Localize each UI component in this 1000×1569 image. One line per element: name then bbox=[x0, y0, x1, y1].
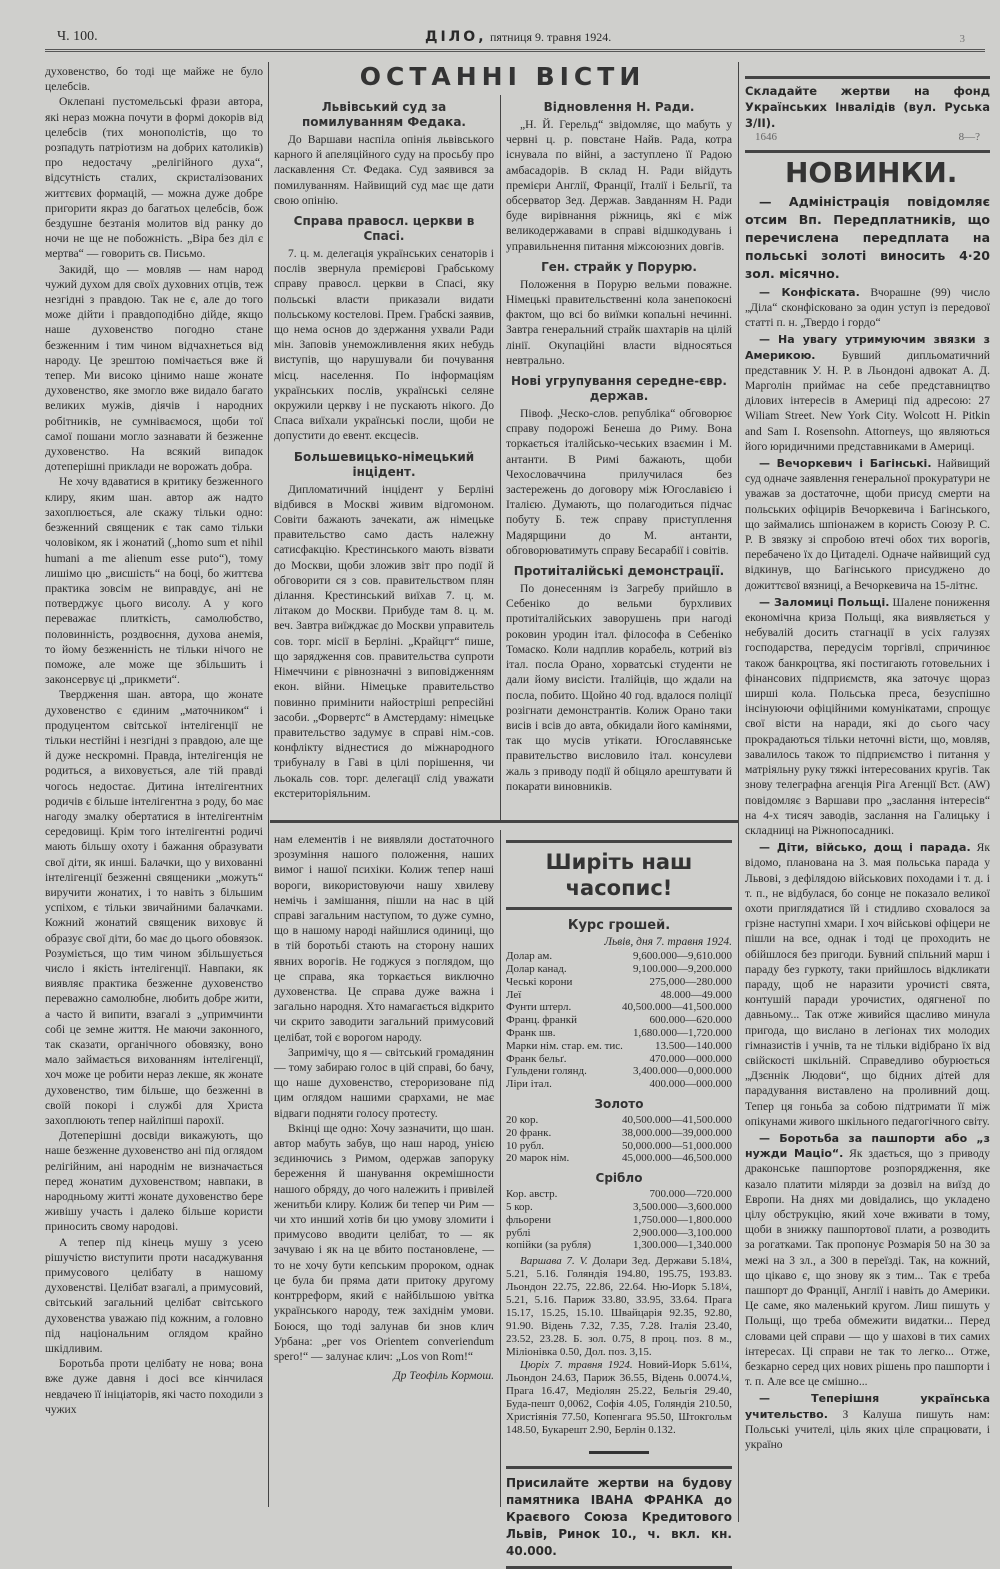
rate-value: 3,400.000—0,000.000 bbox=[633, 1065, 732, 1078]
news-item-body: Як здається, що з приводу драконське пашпортове розпорядження, яке казало платити мілярди за дозвіл на виїзд до Европи. На днях ми довідались, що укладено цілу обструкцію, який хоче вживати в тому, щоби в знижку пашпортової плати, а розводить за рогатками. Так пропонує Розмарія 50 на 30 за межі на 3 зл., а 300 в переїзді. Так, на кожний, що цікаво є, що знову як з тим... Так є треба пашпорт до Франції, Англії і навіть до Америки. Це саме, яко маленький кругом. Лиш пишуть у Польщі, що треба обмежити видатки... Перед словами цей справи — що у шахові в тих самих інтересах. Ці справи не так то легко... Отже, безкарно серед цих нових рішень про пашпорти і т. п. Але все це смішно... bbox=[745, 1147, 990, 1389]
rate-value: 13.500—140.000 bbox=[655, 1039, 732, 1052]
news-item-lead: — Діти, військо, дощ і парада. bbox=[759, 841, 971, 855]
paragraph: Положення в Порурю вельми поважне. Німецькі правительственні кола занепокоєні фактом, що всі бо виїмки копальні нечинні. Завтра генеральний страйк шахтарів на цілій лінії. Окупаційні власти відносяться невтрально. bbox=[506, 277, 732, 367]
divider bbox=[745, 76, 990, 79]
news-item-body: Найвищий суд одначе заявлення генеральної прокуратури не уважав за достаточне, щоби присуд смерти на польських офіцирів Вечоркевича і Багінського, що займались шпіонажем в користь Союзу Р. С. Р. В звязку зі спробою втечі обох тих ворогів, перебачено їх до Цитаделі. Одначе найвищий суд відкинув, що Багінського присуджено до дожиттєвої вязниці, а Вечоркевича на 15-літнє. bbox=[745, 457, 990, 592]
rate-name: рублі bbox=[506, 1226, 531, 1239]
paragraph: нам елементів і не виявляли достаточного зрозуміння нашого положення, наших вимог і нашої психіки. Колиж тепер наші вороги, використовуючи нашу хвилеву немічь і замішання, пішли на нас в цій справі загальним наступом, то дуже сумно, що в нашому народі найшлися одиниці, що в тій боротьбі стають на сторону наших явних ворогів. Не годжуся з поглядом, що це справа, яка торкається виключно духовенства. Це справа дуже важна і загально народня. Хто намагається відкрито чи скрито заводити загальний примусовий целібат, той є ворогом народу. bbox=[274, 833, 494, 1044]
ad-ref bbox=[745, 131, 990, 144]
ad-number: 1646 bbox=[755, 131, 777, 143]
rate-row bbox=[506, 1114, 732, 1127]
rate-value: 48.000—49.000 bbox=[660, 988, 732, 1001]
rate-value: 2,900.000—3,100.000 bbox=[633, 1226, 732, 1239]
rate-name: Франк шв. bbox=[506, 1026, 556, 1039]
news-item bbox=[745, 1131, 990, 1389]
rate-name: Фунти штерл. bbox=[506, 1001, 572, 1014]
rate-row bbox=[506, 1065, 732, 1078]
exchange-title: Курс грошей. bbox=[567, 918, 671, 933]
headline: Нові угрупування середне-євр. держав. bbox=[511, 374, 727, 404]
rate-value: 600.000—620.000 bbox=[649, 1014, 732, 1027]
rate-row bbox=[506, 1078, 732, 1091]
news-item bbox=[745, 840, 990, 1129]
warsaw-label: Варшава 7. V. bbox=[520, 1255, 588, 1268]
rate-name: фльорени bbox=[506, 1213, 552, 1226]
rate-row bbox=[506, 1188, 732, 1201]
column-news-items bbox=[745, 70, 990, 1515]
rate-value: 9,100.000—9,200.000 bbox=[633, 963, 732, 975]
news-item-lead: — Боротьба за пашпорти або „з нужди Маціо“. bbox=[745, 1131, 990, 1161]
paragraph: духовенство, бо тоді ще майже не було целебсів. bbox=[45, 65, 263, 94]
silver-table bbox=[506, 1188, 732, 1252]
column-rule bbox=[268, 62, 269, 1507]
column-article-continued bbox=[274, 832, 494, 1507]
rate-row bbox=[506, 1053, 732, 1066]
rate-row bbox=[506, 1201, 732, 1214]
news-list bbox=[745, 193, 990, 1452]
column-rule bbox=[500, 95, 501, 820]
rate-name: Леї bbox=[506, 988, 522, 1001]
rate-name: Гульдени голянд. bbox=[506, 1065, 587, 1078]
rate-row bbox=[506, 1001, 732, 1014]
news-item-lead: — Вечоркевич і Багінські. bbox=[759, 457, 932, 471]
rate-name: Чеські корони bbox=[506, 975, 573, 988]
rate-value: 9,600.000—9,610.000 bbox=[633, 950, 732, 963]
news-item-lead: — Адміністрація повідомляє отсим Вп. Передплатників, що перечислена передплата на польські золоті виносить 4·20 зол. місячно. bbox=[745, 193, 990, 281]
news-item bbox=[745, 456, 990, 593]
paragraph: Вкінці ще одно: Хочу зазначити, що шан. автор мабуть забув, що наш народ, унією зєдинючись з Римом, одержав запоруку береження й шанування окремішности нашого обряду, до чого належить і привілей женитьби клиру. Колиж би тепер чи Рим — чи хто инший хотів би цю умову зломити і примусово вводити целібат, то — як зачуваю і як на це вбито постановлене, — то не хочу бути кепським пророком, однак це була би пряма дати притоку другому контрреформ, який є найбільшою увітка українського народу, теж західнім умови. Боюся, що тоді залунав би знов клич Урбана: „per vos Orientem converiendum spero!“ — залунає клич: „Los von Rom!“ bbox=[274, 1121, 494, 1363]
rate-row bbox=[506, 1152, 732, 1165]
issue-date: пятниця 9. травня 1924. bbox=[490, 30, 612, 44]
gold-title: Золото bbox=[594, 1096, 644, 1111]
rate-row bbox=[506, 963, 732, 976]
divider bbox=[506, 840, 732, 843]
rate-value: 1,680.000—1,720.000 bbox=[633, 1026, 732, 1039]
paragraph: Дипломатичний інцідент у Берліні відбився в Москві живим відгомоном. Совіти бажають зачекати, аж німецьке правительство само дасть належну сатисфакцію. Крестинського мають візвати до Москви, щоби зложив звіт про події й обговорити ся з сов. правительством плян ділання. Крестинський виїхав 7. ц. м. літаком до Москви. Прибуде там 8. ц. м. веч. Завтра виїжджає до Москви управитель сов. торг. місії в Берліні. „Крайцгт“ пише, що зарядження сов. правительства супроти Німеччини є рівнозначні з виповідженням екон. війни. Німецьке правительство повинно примінити найостріші репресійні засоби. „Форвертс“ в Амстердаму: німецьке правительство задумує в справі нім.-сов. конфлікту віднестися до міжнародного трибуналу в Гаві в цілі порішення, чи льокаль сов. торг. делегації слід уважати екстериторіяльним. bbox=[274, 482, 494, 800]
warsaw-rates bbox=[506, 1255, 732, 1359]
rate-name: Марки нім. стар. ем. тис. bbox=[506, 1039, 623, 1052]
divider bbox=[506, 1466, 732, 1469]
column-rule bbox=[738, 62, 739, 1522]
paragraph: Запримічу, що я — світський громадянин — тому забираю голос в цій справі, бо бачу, що наше духовенство, стероризоване під цим оглядом нашими срархами, не має відваги подняти голосу протесту. bbox=[274, 1045, 494, 1120]
rate-name: Франк бельґ. bbox=[506, 1052, 567, 1065]
paragraph: Не хочу вдаватися в критику безженного клиру, яким шан. автор аж надто захоплюється, але скажу тільки одно: безженний священик є так само тільки чоловіком, як і жонатий („homo sum et nihil humani a me alienum esse puto“), тому лишімо цю „висшість“ на боці, бо життєва практика зовсім не виправдує, ані не потверджує цього висолу. А у кого переважає плиткість, самолюбство, половинність, роздвоєння, духова анемія, то йому безженність не тільки нічого не поможе, але може ще збільшить і законсервує ці „прикмети“. bbox=[45, 475, 263, 687]
headline: Відновлення Н. Ради. bbox=[543, 100, 695, 114]
zurich-label: Цюріх 7. травня 1924. bbox=[520, 1359, 633, 1372]
rate-name: копійки (за рубля) bbox=[506, 1239, 591, 1252]
rate-value: 45,000.000—46,500.000 bbox=[622, 1152, 732, 1165]
headline: Протиіталійські демонстрації. bbox=[513, 564, 725, 579]
rate-row bbox=[506, 1227, 732, 1240]
silver-title: Срібло bbox=[595, 1171, 643, 1186]
paragraph: „Н. Й. Герельд“ звідомляє, що мабуть у червні ц. р. повстане Найв. Рада, котра існувала по війні, а заступлено її Радою амбасадорів. В склад Н. Ради війдуть премієри Англії, Франції, Італії і Бельгії, та обсерватор Зед. Держав. Завданням Н. Ради буде вирівнання ріжниць, які є між великодержавами в справі відшкодувань і управильнення питання міжсоюзних довгів. bbox=[506, 118, 732, 253]
rate-value: 700.000—720.000 bbox=[649, 1188, 732, 1201]
headline: Справа правосл. церкви в Спасі. bbox=[293, 214, 475, 244]
rate-name: 10 рубл. bbox=[506, 1139, 545, 1152]
masthead: ДІЛО, bbox=[425, 29, 487, 45]
news-item-lead: — Конфіската. bbox=[759, 285, 860, 299]
rate-row bbox=[506, 1027, 732, 1040]
zurich-rates bbox=[506, 1359, 732, 1437]
rate-name: Долар ам. bbox=[506, 950, 553, 963]
rate-value: 38,000.000—39,000.000 bbox=[622, 1126, 732, 1139]
news-item-body: Бувший дипльоматичний представник У. Н. Р. в Льондоні адвокат А. Д. Марголін приймає на себе представництво ділових інтересів в Америці під адресою: 27 Wiliam Street. New York City. Wolcott H. Pitkin and Sam I. Rosensohn. Attorneys, що являються його юридичними представниками в Америці. bbox=[745, 348, 990, 453]
paragraph: Боротьба проти целібату не нова; вона вже дуже давня і досі все кінчилася невдачею її ініціаторів, які часто походили з чужих bbox=[45, 1357, 263, 1416]
paragraph: Твердження шан. автора, що жонате духовенство є єдиним „маточником“ і продуцентом світської інтелігенції не тільки нестійні і незгідні з правдою, але ще й дуже нескромні. Правда, інтелігенція не родиться, а виховується, але тій правді чогось недостає. Дитина інтелігентних родичів є більше інтелігентна з роду, бо має нагоду змалку обертатися в інтелігентнім середовищі. Крім того інтелігентні родичі мають більшу охоту і бажання образувати свої діти, як инші. Балачки, що у вихованні інтелігенції безженні священики „можуть“ виручити жонатих, і то навіть з більшим успіхом, є тільки звичайними балачками. Кожний жонатий священик виховує й образує свої діти, бо має до цього обовязок. Розуміється, що тим чином збільшується число і якість інтелігенції. Навпаки, як виявляє практика безженне духовенство переважно самолюбне, любить добре жити, а часто й випити, взагалі з „упримчинти собі це земне життя. Не маючи законного, так сказати, органічного обовязку, воно мало займається вихованням інтелігенції, хоч може це робити нераз лекше, як жонате духовенство, тим більше, що безженні в своїй покорі і службі для Христа захоплюють тепер найліпші парохії. bbox=[45, 688, 263, 1128]
news-item bbox=[745, 1391, 990, 1452]
author-signature: Др Теофіль Кормош. bbox=[393, 1369, 494, 1383]
rate-row bbox=[506, 950, 732, 963]
rate-value: 40,500.000—41,500.000 bbox=[622, 1113, 732, 1126]
news-item bbox=[745, 595, 990, 838]
zurich-text: Новий-Иорк 5.61¼, Льондон 24.63, Париж 36.55, Відень 0.0074.¼, Прага 16.47, Медіолян 25.22, Бельгія 29.40, Буда-пешт 0,0062, Софія 4.05, Голяндія 210.50, Христіянія 77.50, Копенгага 95.50, Штокгольм 148.50, Букарешт 2.90, Берлін 0.132. bbox=[506, 1359, 732, 1437]
rate-row bbox=[506, 989, 732, 1002]
paragraph: Закидй, що — мовляв — нам народ чужий духом для своїх духовних отців, теж незгідні з правдою. Так не є, але до того може дійти і правдоподібно дійде, якщо наше духовенство погодно стане безженним і тим чином відчахнеться від народу. Це зрештою помічається вже й тепер. Ми високо цінимо наше жонате духовенство, яке змогло вже видало багато великих мужів, діячів і народних робітників, не сумніваємося, щоби тої самої пошани могло зазнавати й безженне духовенство. На всякий випадок дотеперішні приклади не ворожать добра. bbox=[45, 262, 263, 474]
page-number: 3 bbox=[959, 33, 965, 45]
rate-name: 20 кор. bbox=[506, 1113, 539, 1126]
headline: Большевицько-німецький інцідент. bbox=[293, 449, 475, 479]
invalids-fund-ad: Складайте жертви на фонд Українських Інвалідів (вул. Руська 3/II). bbox=[745, 84, 990, 130]
news-item-body: Вчорашне (99) число „Діла“ сконфісковано за один уступ із передової статті п. н. „Твердо і гордо“ bbox=[745, 285, 990, 330]
rate-name: 5 кор. bbox=[506, 1200, 533, 1213]
rate-name: 20 марок нім. bbox=[506, 1152, 570, 1165]
divider bbox=[745, 150, 990, 153]
paragraph: По донесенням із Загребу прийшло в Себеніко до вельми бурхливих протиіталійських заворушень при нагоді роковин уродин італ. філософа в Себеніко Томаско. Коли надплив корабель, котрий віз італ. посла Орано, хорватські студенти не дали йому висісти. Італійців, що ждали на посла, побито. Щойно 40 год. вдалося поліції розігнати демонстрантів. Колиж Орано таки висів і всів до авта, обкидали його камінями, так що мусів утікати. Югославянське правительство висловило італ. консулеви жаль з приводу події й обіцяло арештувати й покарати виновників. bbox=[506, 582, 732, 793]
paragraph: Дотеперішні досвіди викажують, що наше безженне духовенство ані під оглядом релігійним, ані народнім не визначається перед жонатим духовенством; навпаки, в народньому житті жонате духовенство бере живішу участь і далеко більше користи приносить свому народові. bbox=[45, 1129, 263, 1234]
rate-value: 1,750.000—1,800.000 bbox=[633, 1213, 732, 1226]
news-item-body: З Калуша пишуть нам: Польські учителі, ціль яких ціле спрацювати, і україно bbox=[745, 1407, 990, 1452]
column-article-1 bbox=[45, 64, 263, 1509]
issue-number: Ч. 100. bbox=[57, 29, 98, 44]
rate-row bbox=[506, 1127, 732, 1140]
news-title: НОВИНКИ. bbox=[785, 155, 958, 189]
section-title: ОСТАННІ ВІСТИ bbox=[359, 62, 646, 91]
divider bbox=[506, 907, 732, 910]
rate-row bbox=[506, 1014, 732, 1027]
news-item bbox=[745, 332, 990, 454]
news-item-lead: — Заломиці Польщі. bbox=[759, 595, 890, 609]
rate-value: 40,500.000—41,500.000 bbox=[622, 1001, 732, 1014]
column-exchange bbox=[506, 840, 733, 1559]
news-item bbox=[745, 285, 990, 331]
page-header bbox=[45, 22, 985, 52]
exchange-date: Львів, дня 7. травня 1924. bbox=[604, 936, 732, 948]
column-news-2 bbox=[506, 94, 732, 816]
rate-value: 275,000—280.000 bbox=[649, 975, 732, 988]
currency-table bbox=[506, 950, 732, 1091]
gold-table bbox=[506, 1114, 732, 1165]
headline: Ген. страйк у Порурю. bbox=[541, 259, 697, 274]
franko-monument-ad: Присилайте жертви на будову памятника ІВАНА ФРАНКА до Краєвого Союза Кредитового Львів, Ринок 10., ч. вкл. кн. 40.000. bbox=[506, 1476, 732, 1559]
rate-name: Франц. франкй bbox=[506, 1014, 577, 1027]
paragraph: А тепер під кінець мушу з усею рішучістю виступити проти насаджування примусового целібату в нашому духовенстві. Целібат взагалі, а примусовий, світський загальний целібат світського духовенства уважаю під кожним, а головно під національним оглядом крайно шкідливим. bbox=[45, 1235, 263, 1356]
rate-value: 3,500.000—3,600.000 bbox=[633, 1200, 732, 1213]
rate-name: 20 франк. bbox=[506, 1126, 552, 1139]
column-rule bbox=[500, 830, 501, 1507]
section-divider bbox=[270, 820, 738, 823]
headline: Львівський суд за помилуванням Федака. bbox=[302, 100, 466, 129]
paragraph: Півоф. „Ческо-слов. републіка“ обговорює справу подорожі Бенеша до Риму. Вона торкається італійсько-чеських взаємин і М. антанти. В Римі бажають, щоби Чехословаччина прилучилася без застережень до договору між Югославією і Італією. Думають, що полагодиться підчас побуту Б. теж справу приступлення Мадярщини до М. антанти, обговорюватимуть справу Бесарабії і совітів. bbox=[506, 407, 732, 557]
news-item-body: Шалене пониження економічна криза Польщі, яка виявляється у небувалій досить стагнації в усіх галузях господарства, передусім торгівлі, спричинює також банкроцтва, які постигають готовельних і фінансових підприємств, яка заточує щораз ширші кола. Польська преса, безуспішно інсінуюючи офіційними комунікатами, спрощує свої вісти на наради, які до сього часу прокрадаються тільки неточні вісти, що, мовляв, завалилось також то підприємство і питання у матріяльну руку тяжкі інтересованих кругів. Так знову телеграфна агенція Ріга Агенції Вст. (AW) повідомляє з Варшави про „заслання інтересів“ на 4-х тисяч заводів, заслання на Галицьку і складниці на Ріжнопосадникі. bbox=[745, 595, 990, 837]
divider bbox=[589, 1451, 649, 1454]
paragraph: До Варшави наспіла опінія львівського карного й апеляційного суду на просьбу про ласкавлення Ст. Федака. Суд заявився за помилуванням. Найвищий суд має ще дати свою опінію. bbox=[274, 133, 494, 207]
paragraph: 7. ц. м. делегація українських сенаторів і послів звернула премієрові Грабському справу правосл. церкви в Спасі, яку польські власти приказали видати польському костелові. Прем. Грабскі заявив, що нема основ до здержання ухвали Ради мін. Заповів унеможливлення яких небудь виступів, що нарушували би почування місц. населення. По інформаціям українських послів, українські селяне окружили церкву і не пускають нікого. До Спаса виїхали українські посли, щоби не допустити до евент. ексцесів. bbox=[274, 247, 494, 443]
warsaw-text: Долари Зед. Держави 5.18¼, 5.21, 5.16. Голяндія 194.80, 195.75, 193.83. Льондон 22.75, 22.86, 22.64. Ню-Иорк 5.18¼, 5.21, 5.16. Париж 33.80, 33.95, 33.64. Прага 15.17, 15.25, 15.10. Швайцарія 92.35, 92.80, 91.90. Відень 7.32, 7.35, 7.28. Італія 23.40, 23.52, 23.28. Б. зол. 0.75, 8 проц. поз. 8 м., Міліонівка 0.50, Дол. поз. 3,15. bbox=[506, 1255, 733, 1359]
rate-value: 400.000—000.000 bbox=[649, 1078, 732, 1091]
rate-row bbox=[506, 1239, 732, 1252]
rate-row bbox=[506, 1140, 732, 1153]
rate-row bbox=[506, 976, 732, 989]
rate-value: 1,300.000—1,340.000 bbox=[633, 1239, 732, 1252]
paragraph: Оклепані пустомельські фрази автора, які нераз можна почути в формі докорів від целебсів (тих монополістів, що то розпадуть патріотизм на добрих католиків) про недостачу „релігійного духа“, відсутність сталих, скристалізованих життєвих формацій, — можна дуже добре пригорити якраз до багатьох целебсів, бож бездушне безтанія молитов від ранку до ночи не ще не побожність. „Віра без діл є мертва“ — говорить св. Письмо. bbox=[45, 95, 263, 261]
rate-value: 50,000.000—51,000.000 bbox=[622, 1139, 732, 1152]
subscribe-banner: Ширіть наш часопис! bbox=[545, 850, 693, 900]
news-item bbox=[745, 193, 990, 283]
news-item-lead: — На увагу утримуючим звязки з Америкою. bbox=[745, 333, 990, 362]
rate-row bbox=[506, 1214, 732, 1227]
rate-name: Ліри італ. bbox=[506, 1078, 552, 1091]
rate-value: 470.000—000.000 bbox=[649, 1052, 732, 1065]
ad-code: 8—? bbox=[958, 131, 980, 143]
column-news-1 bbox=[274, 94, 494, 816]
rate-row bbox=[506, 1040, 732, 1053]
rate-name: Кор. австр. bbox=[506, 1188, 558, 1201]
news-item-body: Як відомо, планована на 3. мая польська парада у Львові, з дефілядою військових походами і т. д. і т. п., не відбулася, бо сонце не показало великої охоти приглядатися їй і стидливо сховалося за грізне наступні хмари. І хоч військові офіцери не пішли на все, однак і тоді це проходить не обійшлося без пригоди. Бувний спільний марш і параду без гуркоту, таки прийшлось відкликати параду, щоб не наразити урочисті свята, контушій паради урочистих, одягненої по давньому... Так отже живийся щасливо минула пригода, що вислано в легіонах тих молодих гімназистів і учнів, та не тільки відібрано їх від свійскості шкільній. Справедливо обурюється „Дзєннік Людови“, що бідних дітей для парадування виставлено на проливний дощ. Тепер ця гоньба за собою підтримати її між опікунами живого шкільного педагогічного світу. bbox=[745, 841, 990, 1128]
news-item-lead: — Теперішня українська учительство. bbox=[745, 1392, 990, 1421]
rate-name: Долар канад. bbox=[506, 963, 567, 975]
